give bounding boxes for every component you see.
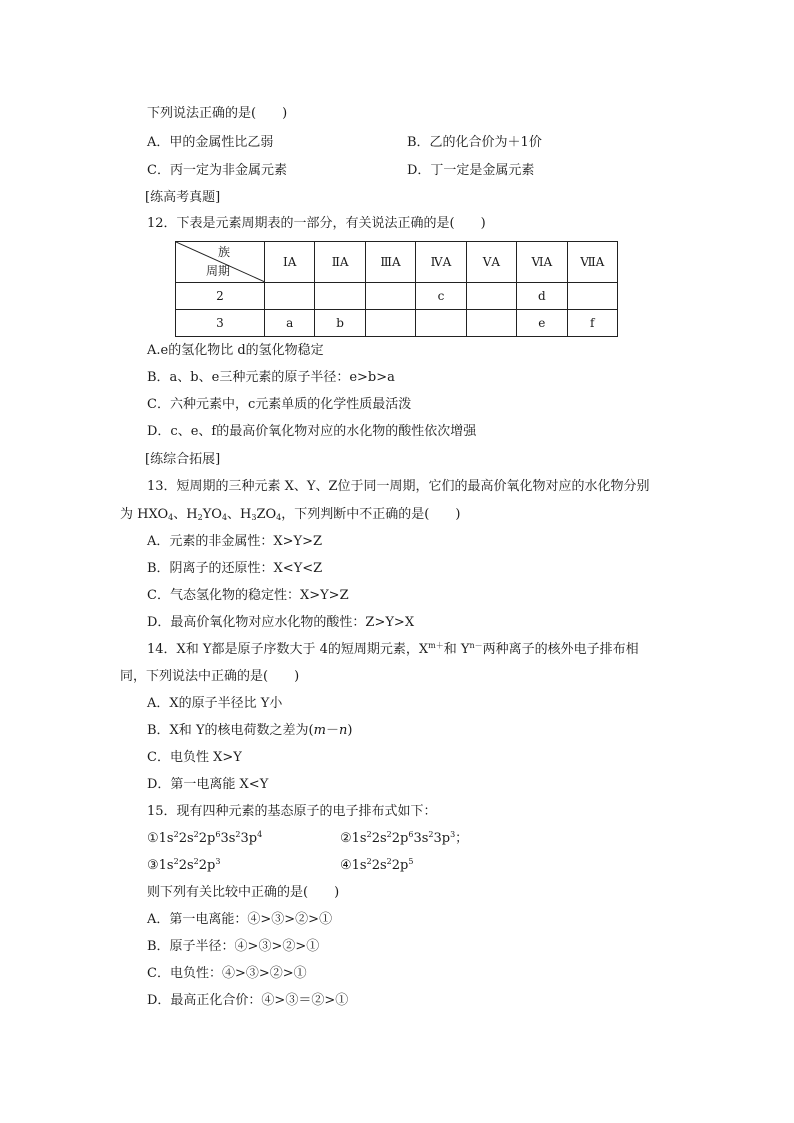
q13-option-d: D．最高价氧化物对应水化物的酸性：Z>Y>X xyxy=(147,615,415,630)
q11-option-b: B．乙的化合价为＋1价 xyxy=(407,135,542,150)
section-heading-comprehensive: [练综合拓展] xyxy=(145,452,221,467)
config-text: 2p xyxy=(198,858,216,873)
table-cell: c xyxy=(416,283,466,310)
subscript: 3 xyxy=(251,513,257,522)
config-text: ④1s xyxy=(340,858,367,873)
q15-option-c: C．电负性：④>③>②>① xyxy=(147,966,307,981)
table-cell: f xyxy=(567,310,617,337)
config-text: 2p xyxy=(391,858,409,873)
q11-stem: 下列说法正确的是( ) xyxy=(147,106,288,121)
subscript: 4 xyxy=(221,513,228,522)
table-cell xyxy=(567,283,617,310)
config-3 xyxy=(147,857,220,875)
q13-option-b: B．阴离子的还原性：X<Y<Z xyxy=(147,561,323,576)
table-cell xyxy=(315,283,365,310)
table-cell xyxy=(365,283,415,310)
q14-option-d: D．第一电离能 X<Y xyxy=(147,777,269,792)
q13-text: YO xyxy=(202,507,222,522)
config-text: 2s xyxy=(178,831,194,846)
group-header: ⅡA xyxy=(315,242,365,283)
config-text: ； xyxy=(455,831,469,846)
superscript: 2 xyxy=(386,857,392,866)
table-row xyxy=(176,310,618,337)
q15-option-b: B．原子半径：④>③>②>① xyxy=(147,939,320,954)
q14-stem-line1 xyxy=(147,641,639,659)
group-header: ⅣA xyxy=(416,242,466,283)
q13-text: 为 HXO xyxy=(120,507,169,522)
q14-option-c: C．电负性 X>Y xyxy=(147,750,242,765)
variable-n: n xyxy=(338,723,348,738)
subscript: 4 xyxy=(168,513,174,522)
periodic-table-fragment xyxy=(175,241,618,337)
q14-text: 两种离子的核外电子排布相 xyxy=(482,642,639,657)
period-label: 3 xyxy=(176,310,265,337)
config-2 xyxy=(340,830,468,848)
superscript: 6 xyxy=(408,830,414,839)
q12-option-d: D．c、e、f的最高价氧化物对应的水化物的酸性依次增强 xyxy=(147,424,477,439)
q12-option-a: A.e的氢化物比 d的氢化物稳定 xyxy=(147,343,324,358)
q13-option-a: A．元素的非金属性：X>Y>Z xyxy=(147,534,323,549)
section-heading-exam: [练高考真题] xyxy=(145,190,221,205)
config-text: 2s xyxy=(178,858,194,873)
group-header: ⅠA xyxy=(265,242,315,283)
superscript: 2 xyxy=(428,830,434,839)
q12-option-c: C．六种元素中，c元素单质的化学性质最活泼 xyxy=(147,397,412,412)
config-text: 3s xyxy=(220,831,236,846)
group-header: ⅦA xyxy=(567,242,617,283)
q14-text: － xyxy=(325,723,339,738)
superscript: 2 xyxy=(366,857,372,866)
q14-option-b xyxy=(147,722,352,740)
subscript: 2 xyxy=(197,513,203,522)
q11-option-c: C．丙一定为非金属元素 xyxy=(147,163,287,178)
q14-text: 和 Y xyxy=(443,642,470,657)
q13-option-c: C．气态氢化物的稳定性：X>Y>Z xyxy=(147,588,349,603)
superscript: 2 xyxy=(173,830,179,839)
table-cell: e xyxy=(517,310,567,337)
q14-option-a: A．X的原子半径比 Y小 xyxy=(147,696,283,711)
q14-text: 14．X和 Y都是原子序数大于 4的短周期元素，X xyxy=(147,642,429,657)
q11-option-d: D．丁一定是金属元素 xyxy=(407,163,535,178)
table-cell xyxy=(365,310,415,337)
config-text: ③1s xyxy=(147,858,174,873)
table-cell xyxy=(416,310,466,337)
q13-text: 、H xyxy=(227,507,252,522)
superscript: n－ xyxy=(469,641,483,650)
q13-text: ，下列判断中不正确的是( ) xyxy=(281,507,461,522)
q15-then: 则下列有关比较中正确的是( ) xyxy=(147,885,340,900)
config-4 xyxy=(340,857,413,875)
table-cell xyxy=(466,283,516,310)
config-text: 2s xyxy=(371,831,387,846)
group-header: ⅤA xyxy=(466,242,516,283)
table-row xyxy=(176,283,618,310)
superscript: 3 xyxy=(215,857,221,866)
q13-text: ZO xyxy=(256,507,277,522)
config-text: 3p xyxy=(433,831,451,846)
table-cell: d xyxy=(517,283,567,310)
config-text: 3p xyxy=(240,831,258,846)
q12-stem: 12．下表是元素周期表的一部分，有关说法正确的是( ) xyxy=(147,216,486,231)
superscript: 2 xyxy=(193,830,199,839)
superscript: 2 xyxy=(235,830,241,839)
superscript: 2 xyxy=(193,857,199,866)
q14-stem-line2: 同，下列说法中正确的是( ) xyxy=(120,669,300,684)
table-cell: b xyxy=(315,310,365,337)
table-header-row xyxy=(176,242,618,283)
config-text: 2p xyxy=(198,831,216,846)
q14-text: ) xyxy=(347,723,353,738)
superscript: 2 xyxy=(386,830,392,839)
config-1 xyxy=(147,830,262,848)
superscript: 5 xyxy=(408,857,414,866)
corner-group-label: 族 xyxy=(217,245,230,259)
q13-stem-line2 xyxy=(120,506,460,524)
table-cell: a xyxy=(265,310,315,337)
q15-option-a: A．第一电离能：④>③>②>① xyxy=(147,912,333,927)
superscript: 2 xyxy=(366,830,372,839)
config-text: 2s xyxy=(371,858,387,873)
config-text: ①1s xyxy=(147,831,174,846)
superscript: 6 xyxy=(215,830,221,839)
q15-option-d: D．最高正化合价：④>③＝②>① xyxy=(147,993,349,1008)
q15-stem: 15．现有四种元素的基态原子的电子排布式如下： xyxy=(147,804,437,819)
superscript: m＋ xyxy=(428,641,444,650)
config-text: 2p xyxy=(391,831,409,846)
group-header: ⅢA xyxy=(365,242,415,283)
q11-option-a: A．甲的金属性比乙弱 xyxy=(147,135,274,150)
group-header: ⅥA xyxy=(517,242,567,283)
q13-text: 、H xyxy=(173,507,198,522)
q13-stem-line1: 13．短周期的三种元素 X、Y、Z位于同一周期，它们的最高价氧化物对应的水化物分别 xyxy=(147,479,650,494)
superscript: 3 xyxy=(450,830,456,839)
corner-period-label: 周期 xyxy=(206,264,231,278)
table-cell xyxy=(466,310,516,337)
config-text: 3s xyxy=(413,831,429,846)
table-corner-cell xyxy=(176,242,265,283)
superscript: 4 xyxy=(257,830,263,839)
q14-text: B．X和 Y的核电荷数之差为( xyxy=(147,723,314,738)
subscript: 4 xyxy=(276,513,282,522)
q12-option-b: B．a、b、e三种元素的原子半径：e>b>a xyxy=(147,370,395,385)
superscript: 2 xyxy=(173,857,179,866)
table-cell xyxy=(265,283,315,310)
variable-m: m xyxy=(313,723,326,738)
config-text: ②1s xyxy=(340,831,367,846)
period-label: 2 xyxy=(176,283,265,310)
